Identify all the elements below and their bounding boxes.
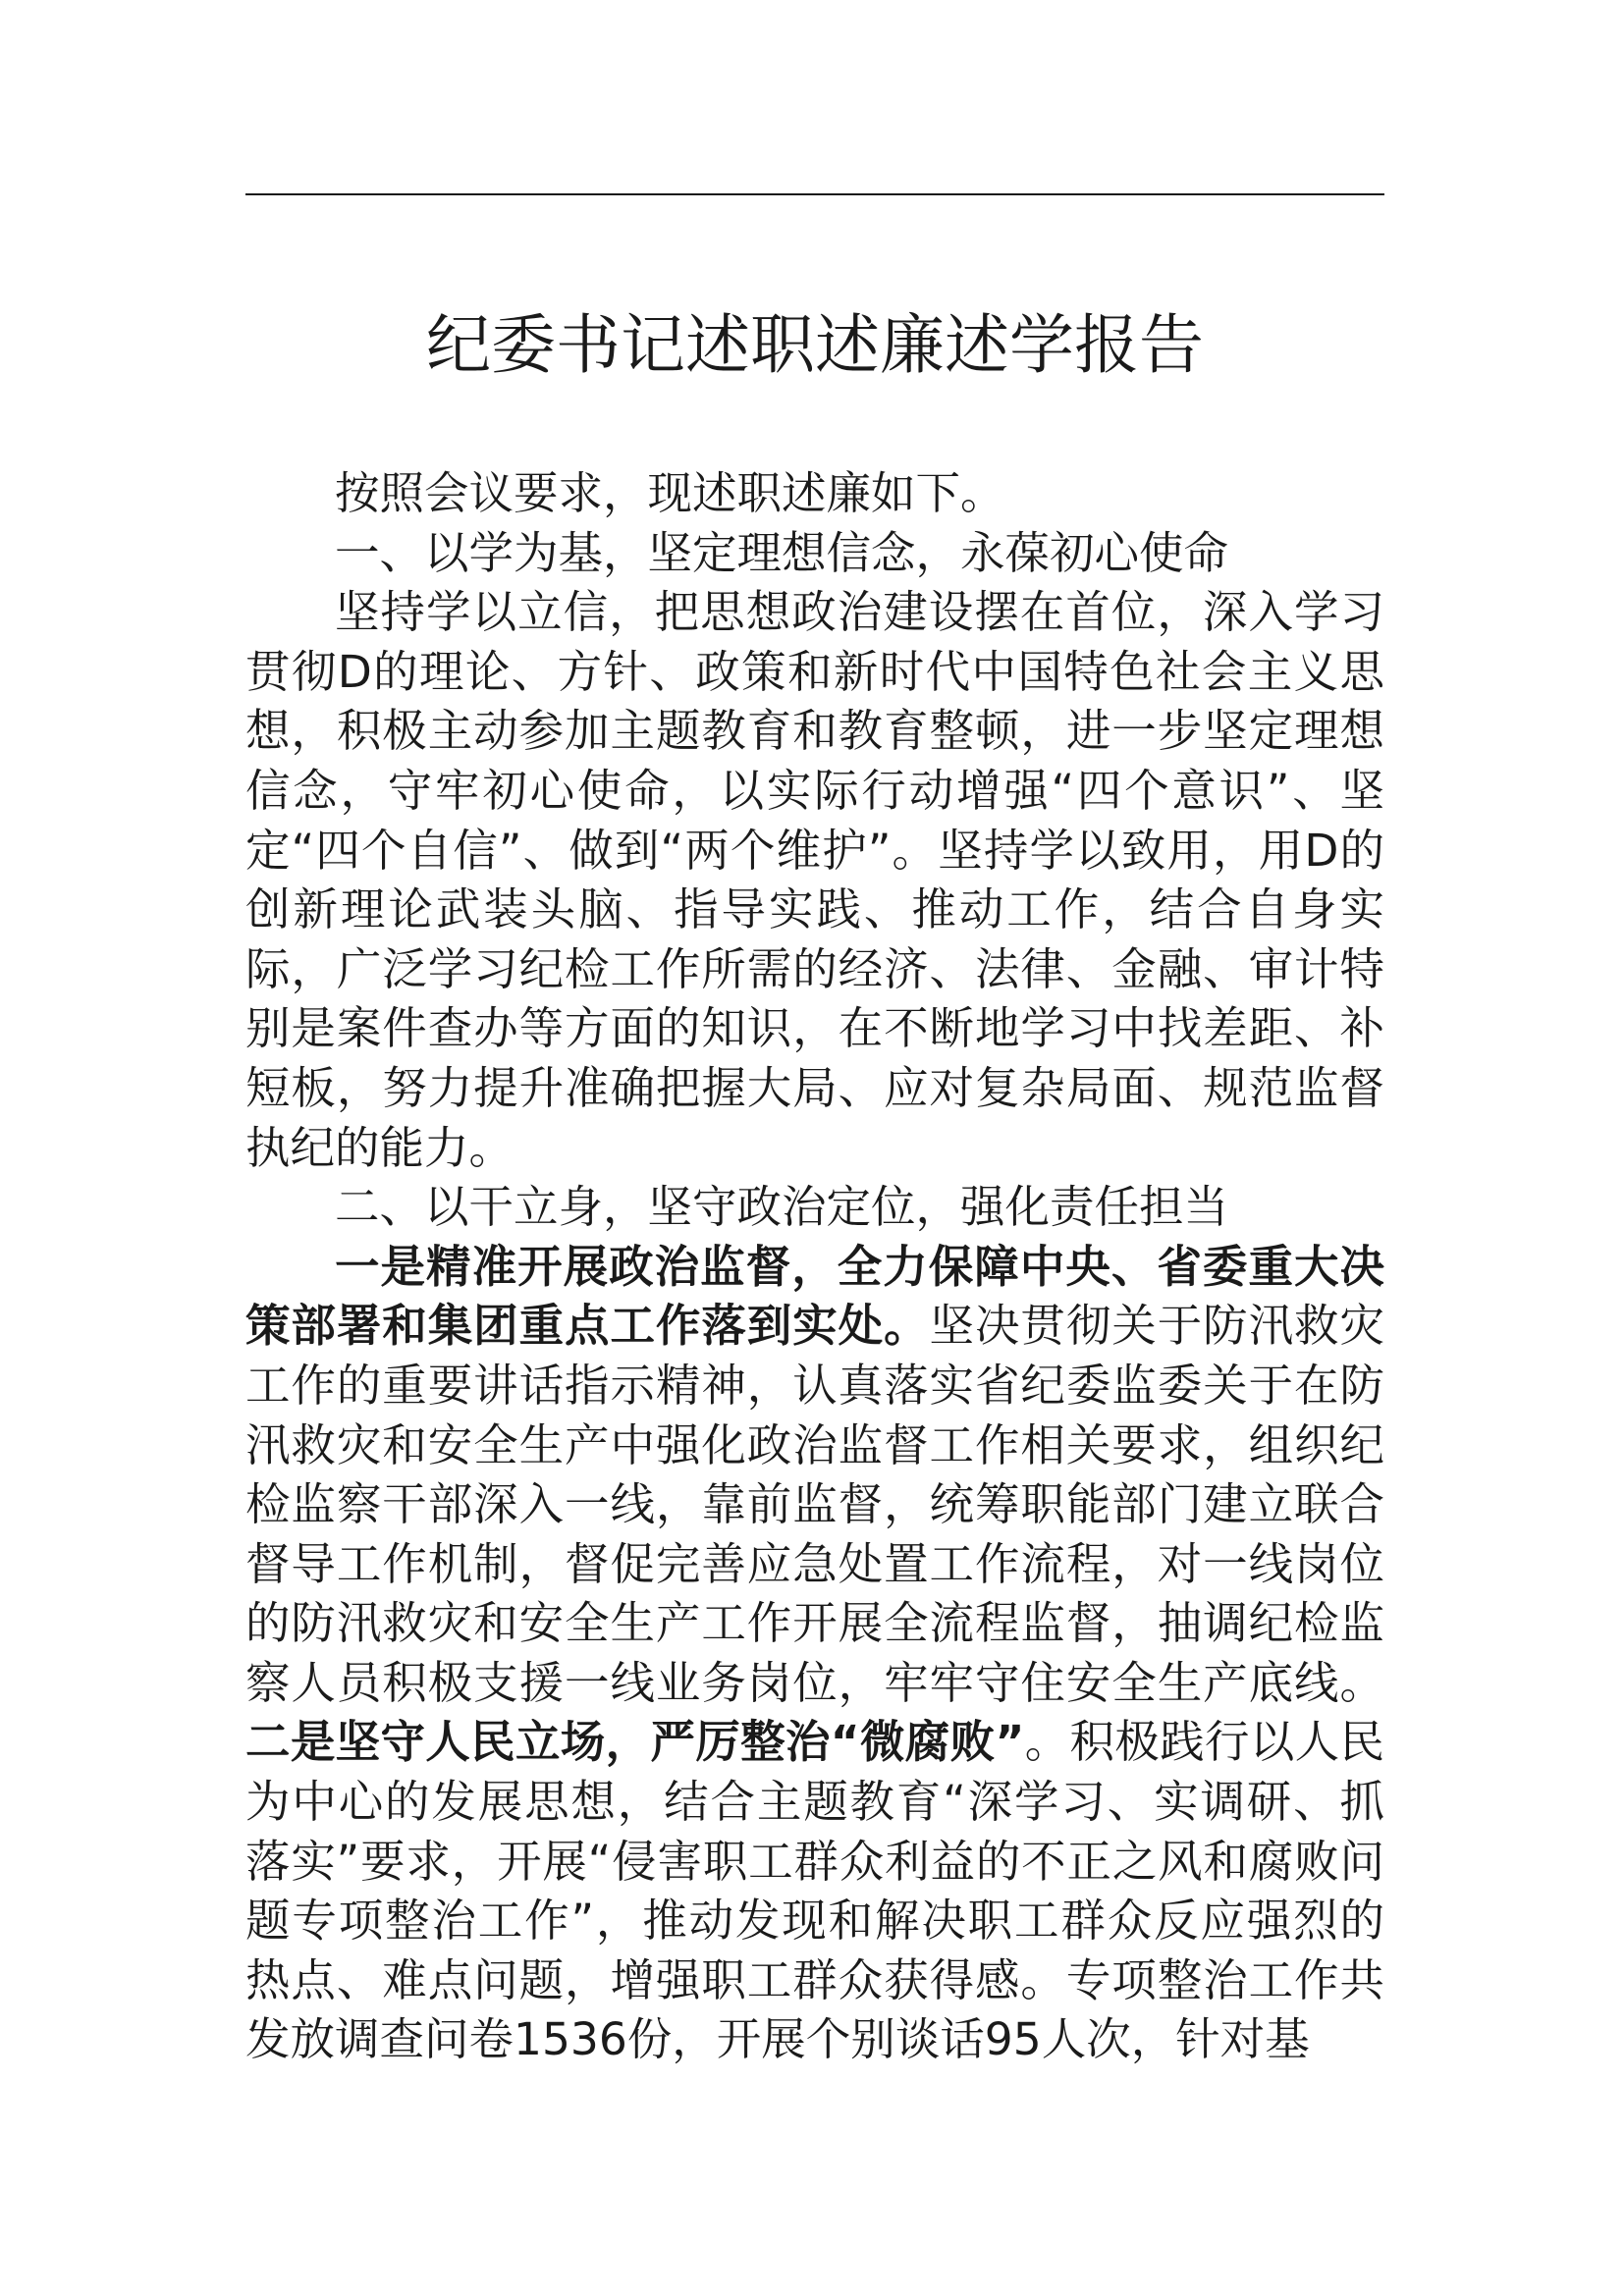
section2-paragraph [245,1238,1384,2070]
point2-text: 。积极践行以人民为中心的发展思想，结合主题教育“深学习、实调研、抓落实”要求，开展“侵害职工群众利益的不正之风和腐败问题专项整治工作”，推动发现和解决职工群众反应强烈的热点、难点问题，增强职工群众获得感。专项整治工作共发放调查问卷1536份，开展个别谈话95人次，针对基 [245,1716,1384,2066]
point2-bold-lead: 二是坚守人民立场，严厉整治“微腐败” [245,1716,1025,1769]
point1-text: 坚决贯彻关于防汛救灾工作的重要讲话指示精神，认真落实省纪委监委关于在防汛救灾和安全生产中强化政治监督工作相关要求，组织纪检监察干部深入一线，靠前监督，统筹职能部门建立联合督导工作机制，督促完善应急处置工作流程，对一线岗位的防汛救灾和安全生产工作开展全流程监督，抽调纪检监察人员积极支援一线业务岗位，牢牢守住安全生产底线。 [245,1300,1384,1709]
section1-heading: 一、以学为基，坚定理想信念，永葆初心使命 [335,526,1229,579]
section2-heading: 二、以干立身，坚守政治定位，强化责任担当 [335,1181,1229,1234]
document-body [245,464,1384,2070]
intro-paragraph: 按照会议要求，现述职述廉如下。 [335,467,1005,519]
header-rule [245,193,1384,195]
section1-paragraph: 坚持学以立信，把思想政治建设摆在首位，深入学习贯彻D的理论、方针、政策和新时代中国特色社会主义思想，积极主动参加主题教育和教育整顿，进一步坚定理想信念，守牢初心使命，以实际行动增强“四个意识”、坚定“四个自信”、做到“两个维护”。坚持学以致用，用D的创新理论武装头脑、指导实践、推动工作，结合自身实际，广泛学习纪检工作所需的经济、法律、金融、审计特别是案件查办等方面的知识，在不断地学习中找差距、补短板，努力提升准确把握大局、应对复杂局面、规范监督执纪的能力。 [245,586,1384,1174]
point1-bold-lead: 一是精准开展政治监督，全力保障中央、省委重大决策部署和集团重点工作落到实处。 [245,1240,1384,1353]
document-title: 纪委书记述职述廉述学报告 [426,307,1204,383]
